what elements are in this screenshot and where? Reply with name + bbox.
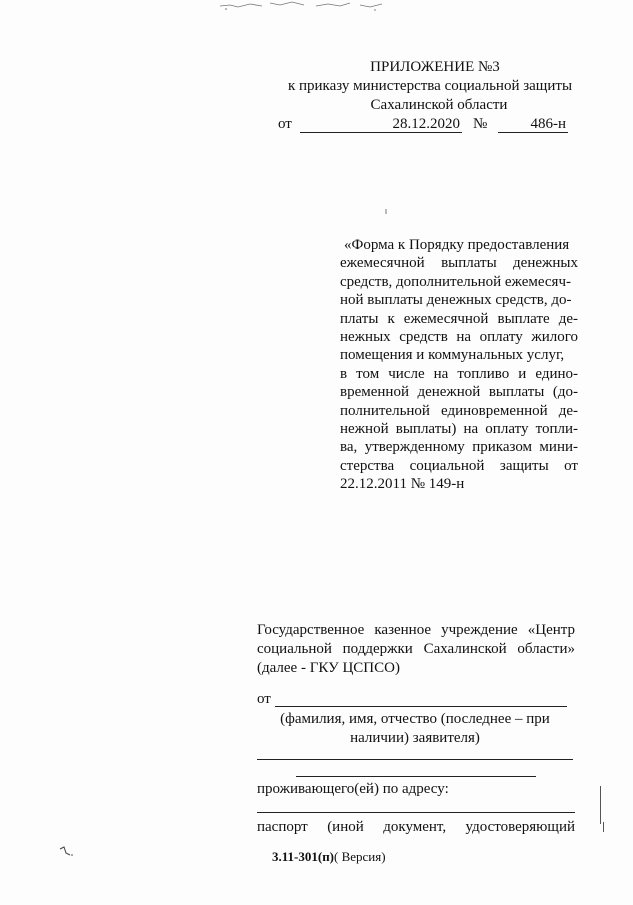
appendix-order-line: к приказу министерства социальной защиты: [287, 78, 573, 94]
form-note-line: помещения и коммунальных услуг,: [340, 347, 565, 364]
stray-scan-dot: [384, 209, 388, 215]
form-note-line: нежной выплаты) на оплату топли-: [340, 421, 578, 438]
form-note-line: в том числе на топливо и едино-: [340, 365, 578, 382]
form-note-line: «Форма к Порядку предоставления: [344, 237, 570, 253]
form-note-line: временной денежной выплаты (до-: [340, 384, 578, 401]
blank-line: [296, 776, 536, 777]
blank-line: [257, 759, 573, 760]
order-number-sign: №: [473, 116, 488, 132]
form-note-line: нежных средств на оплату жилого: [340, 329, 578, 346]
footer-code: [272, 849, 386, 865]
date-from-label: от: [278, 116, 292, 132]
passport-line: паспорт (иной документ, удостоверяющий: [257, 819, 575, 835]
document-version: ( Версия): [334, 849, 386, 864]
order-number: 486-н: [498, 115, 568, 133]
scan-noise-mark: [220, 0, 390, 12]
applicant-from-row: [257, 690, 575, 708]
form-note-line: ной выплаты денежных средств, до-: [340, 292, 572, 309]
form-note-line: стерства социальной защиты от: [340, 457, 578, 474]
form-note-line: полнительной единовременной де-: [340, 402, 578, 419]
applicant-name-line: [275, 690, 567, 707]
stray-scan-mark: [58, 845, 74, 859]
form-note-line: ва, утвержденному приказом мини-: [340, 439, 578, 456]
form-note: [340, 236, 578, 494]
form-note-line: ежемесячной выплаты денежных: [340, 255, 578, 272]
appendix-header: [270, 58, 590, 135]
address-label: проживающего(ей) по адресу:: [257, 781, 449, 797]
form-note-line: 22.12.2011 № 149-н: [340, 476, 465, 493]
applicant-from-label: от: [257, 691, 271, 707]
form-note-line: платы к ежемесячной выплате де-: [340, 310, 578, 327]
form-note-line: средств, дополнительной ежемесяч-: [340, 273, 571, 290]
margin-mark: [603, 822, 604, 832]
margin-mark: [600, 786, 601, 824]
appendix-title: ПРИЛОЖЕНИЕ №3: [370, 59, 500, 75]
applicant-name-caption: (фамилия, имя, отчество (последнее – при наличии) заявителя): [280, 711, 550, 746]
appendix-date-row: [270, 115, 590, 135]
address-line: [257, 812, 575, 813]
applicant-block: [257, 690, 575, 748]
document-code: 3.11-301(п): [272, 849, 335, 864]
recipient-organization: Государственное казенное учреждение «Центр социальной поддержки Сахалинской области» (далее - ГКУ ЦСПСО): [257, 622, 575, 676]
order-date: 28.12.2020: [300, 115, 462, 133]
appendix-region-line: Сахалинской области: [370, 97, 508, 113]
